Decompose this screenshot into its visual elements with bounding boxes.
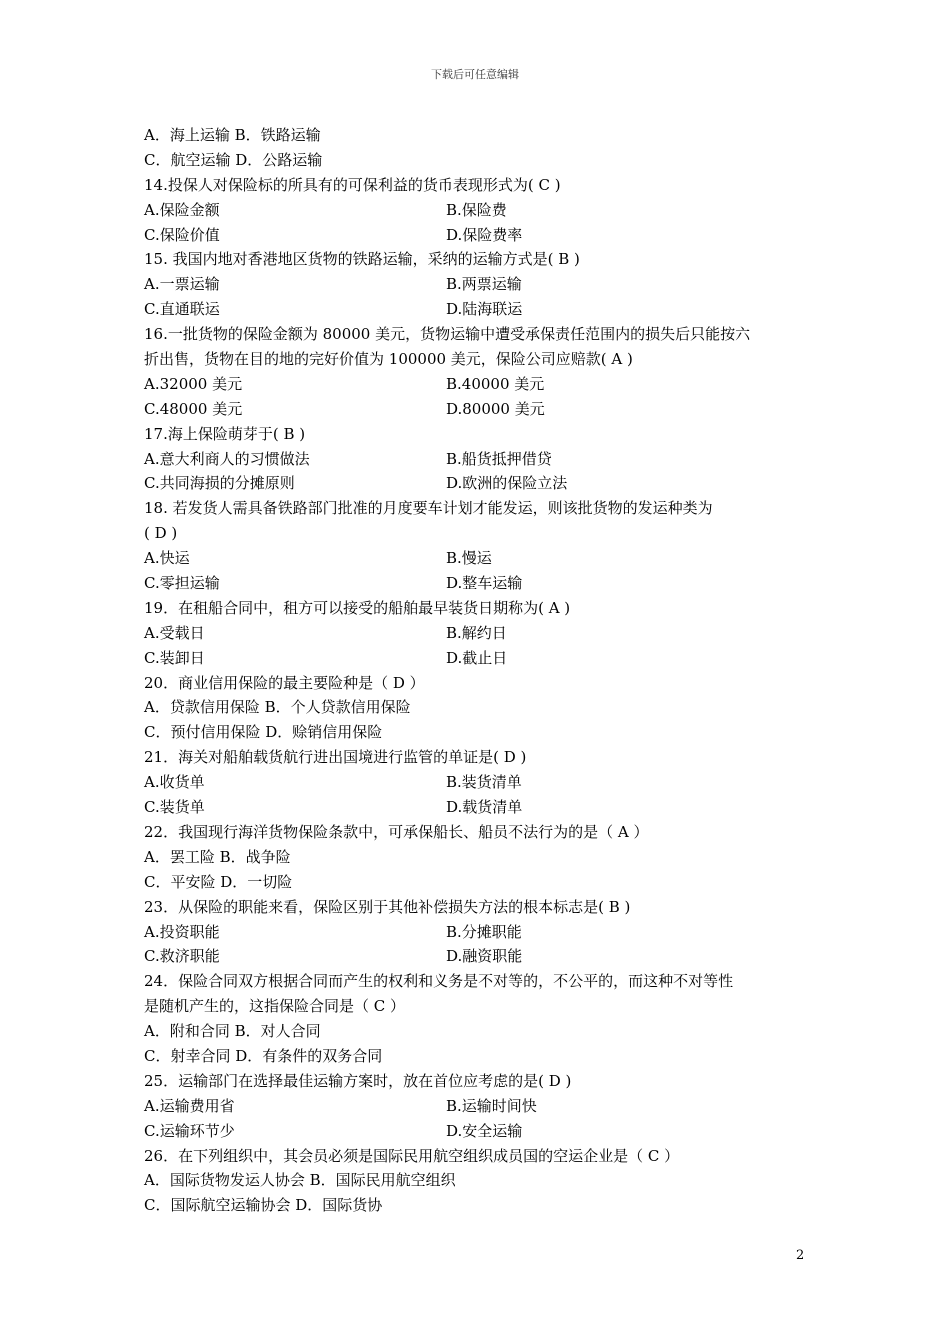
- text-line: [144, 695, 824, 720]
- text-line: [144, 969, 824, 994]
- line-text: A.保险金额: [144, 200, 220, 219]
- line-text: 26．在下列组织中，其会员必须是国际民用航空组织成员国的空运企业是（ C ）: [144, 1146, 680, 1165]
- text-line: [144, 347, 824, 372]
- text-line: [144, 1019, 824, 1044]
- text-line: [144, 720, 824, 745]
- option-right-column: B.保险费: [446, 200, 507, 219]
- line-text: A.投资职能: [144, 922, 220, 941]
- line-text: C．预付信用保险 D．赊销信用保险: [144, 723, 383, 742]
- line-text: 15. 我国内地对香港地区货物的铁路运输，采纳的运输方式是( B ): [144, 250, 580, 269]
- line-text: A.受载日: [144, 623, 205, 642]
- text-line: [144, 795, 824, 820]
- text-line: [144, 322, 824, 347]
- text-line: [144, 646, 824, 671]
- line-text: 是随机产生的，这指保险合同是（ C ）: [144, 997, 406, 1016]
- text-line: [144, 870, 824, 895]
- text-line: [144, 297, 824, 322]
- text-line: [144, 123, 824, 148]
- option-right-column: D.整车运输: [446, 574, 523, 593]
- text-line: [144, 1193, 824, 1218]
- text-line: [144, 471, 824, 496]
- option-right-column: D.保险费率: [446, 225, 523, 244]
- line-text: A．附和合同 B．对人合同: [144, 1022, 321, 1041]
- text-line: [144, 496, 824, 521]
- page-number: 2: [796, 1248, 805, 1263]
- line-text: C．航空运输 D．公路运输: [144, 150, 323, 169]
- line-text: C.直通联运: [144, 300, 220, 319]
- text-line: [144, 247, 824, 272]
- text-line: [144, 596, 824, 621]
- text-line: [144, 745, 824, 770]
- option-right-column: B.船货抵押借贷: [446, 449, 552, 468]
- text-line: [144, 447, 824, 472]
- line-text: ( D ): [144, 524, 178, 543]
- line-text: A.快运: [144, 549, 190, 568]
- line-text: C.48000 美元: [144, 399, 243, 418]
- text-line: [144, 770, 824, 795]
- line-text: A.一票运输: [144, 275, 220, 294]
- page-header: 下载后可任意编辑: [431, 68, 519, 81]
- text-line: [144, 621, 824, 646]
- option-right-column: D.欧洲的保险立法: [446, 474, 568, 493]
- text-line: [144, 546, 824, 571]
- option-right-column: D.安全运输: [446, 1121, 523, 1140]
- line-text: C．平安险 D．一切险: [144, 872, 293, 891]
- text-line: [144, 820, 824, 845]
- line-text: A．国际货物发运人协会 B．国际民用航空组织: [144, 1171, 456, 1190]
- text-line: [144, 223, 824, 248]
- line-text: 18. 若发货人需具备铁路部门批准的月度要车计划才能发运，则该批货物的发运种类为: [144, 499, 713, 518]
- line-text: 22．我国现行海洋货物保险条款中，可承保船长、船员不法行为的是（ A ）: [144, 822, 649, 841]
- line-text: A．海上运输 B．铁路运输: [144, 126, 321, 144]
- line-text: 19．在租船合同中，租方可以接受的船舶最早装货日期称为( A ): [144, 598, 571, 617]
- line-text: A.运输费用省: [144, 1096, 235, 1115]
- text-line: [144, 671, 824, 696]
- text-line: [144, 1044, 824, 1069]
- line-text: C.零担运输: [144, 574, 220, 593]
- option-right-column: D.融资职能: [446, 947, 523, 966]
- text-line: [144, 1144, 824, 1169]
- line-text: 21．海关对船舶载货航行进出国境进行监管的单证是( D ): [144, 748, 527, 767]
- line-text: 24．保险合同双方根据合同而产生的权利和义务是不对等的，不公平的，而这种不对等性: [144, 972, 734, 991]
- text-line: [144, 422, 824, 447]
- text-line: [144, 920, 824, 945]
- line-text: C.共同海损的分摊原则: [144, 474, 295, 493]
- line-text: 20．商业信用保险的最主要险种是（ D ）: [144, 673, 425, 692]
- line-text: C.保险价值: [144, 225, 220, 244]
- option-right-column: D.80000 美元: [446, 399, 545, 418]
- text-line: [144, 521, 824, 546]
- line-text: 14.投保人对保险标的所具有的可保利益的货币表现形式为( C ): [144, 175, 561, 194]
- line-text: C．射幸合同 D．有条件的双务合同: [144, 1046, 383, 1065]
- text-line: [144, 1168, 824, 1193]
- text-line: [144, 895, 824, 920]
- line-text: C.救济职能: [144, 947, 220, 966]
- line-text: A.收货单: [144, 773, 205, 792]
- line-text: 折出售，货物在目的地的完好价值为 100000 美元，保险公司应赔款( A ): [144, 350, 633, 369]
- line-text: C．国际航空运输协会 D．国际货协: [144, 1196, 383, 1215]
- option-right-column: D.载货清单: [446, 798, 523, 817]
- line-text: 17.海上保险萌芽于( B ): [144, 424, 306, 443]
- line-text: 23．从保险的职能来看，保险区别于其他补偿损失方法的根本标志是( B ): [144, 897, 631, 916]
- option-right-column: B.慢运: [446, 549, 492, 568]
- option-right-column: B.运输时间快: [446, 1096, 537, 1115]
- option-right-column: B.解约日: [446, 623, 507, 642]
- text-line: [144, 944, 824, 969]
- option-right-column: B.装货清单: [446, 773, 522, 792]
- line-text: A.32000 美元: [144, 374, 243, 393]
- line-text: A.意大利商人的习惯做法: [144, 449, 310, 468]
- line-text: 25．运输部门在选择最佳运输方案时，放在首位应考虑的是( D ): [144, 1071, 572, 1090]
- text-line: [144, 571, 824, 596]
- line-text: 16.一批货物的保险金额为 80000 美元，货物运输中遭受承保责任范围内的损失后只能按六: [144, 325, 751, 344]
- option-right-column: D.陆海联运: [446, 300, 523, 319]
- text-line: [144, 845, 824, 870]
- text-line: [144, 272, 824, 297]
- text-line: [144, 372, 824, 397]
- text-line: [144, 173, 824, 198]
- option-right-column: B.两票运输: [446, 275, 522, 294]
- line-text: C.运输环节少: [144, 1121, 235, 1140]
- option-right-column: B.分摊职能: [446, 922, 522, 941]
- text-line: [144, 1094, 824, 1119]
- line-text: A．贷款信用保险 B．个人贷款信用保险: [144, 698, 411, 717]
- text-line: [144, 397, 824, 422]
- option-right-column: B.40000 美元: [446, 374, 545, 393]
- text-line: [144, 198, 824, 223]
- line-text: C.装货单: [144, 798, 205, 817]
- question-list: [144, 123, 824, 1218]
- text-line: [144, 148, 824, 173]
- option-right-column: D.截止日: [446, 648, 508, 667]
- text-line: [144, 1119, 824, 1144]
- line-text: A．罢工险 B．战争险: [144, 847, 291, 866]
- line-text: C.装卸日: [144, 648, 205, 667]
- text-line: [144, 994, 824, 1019]
- text-line: [144, 1069, 824, 1094]
